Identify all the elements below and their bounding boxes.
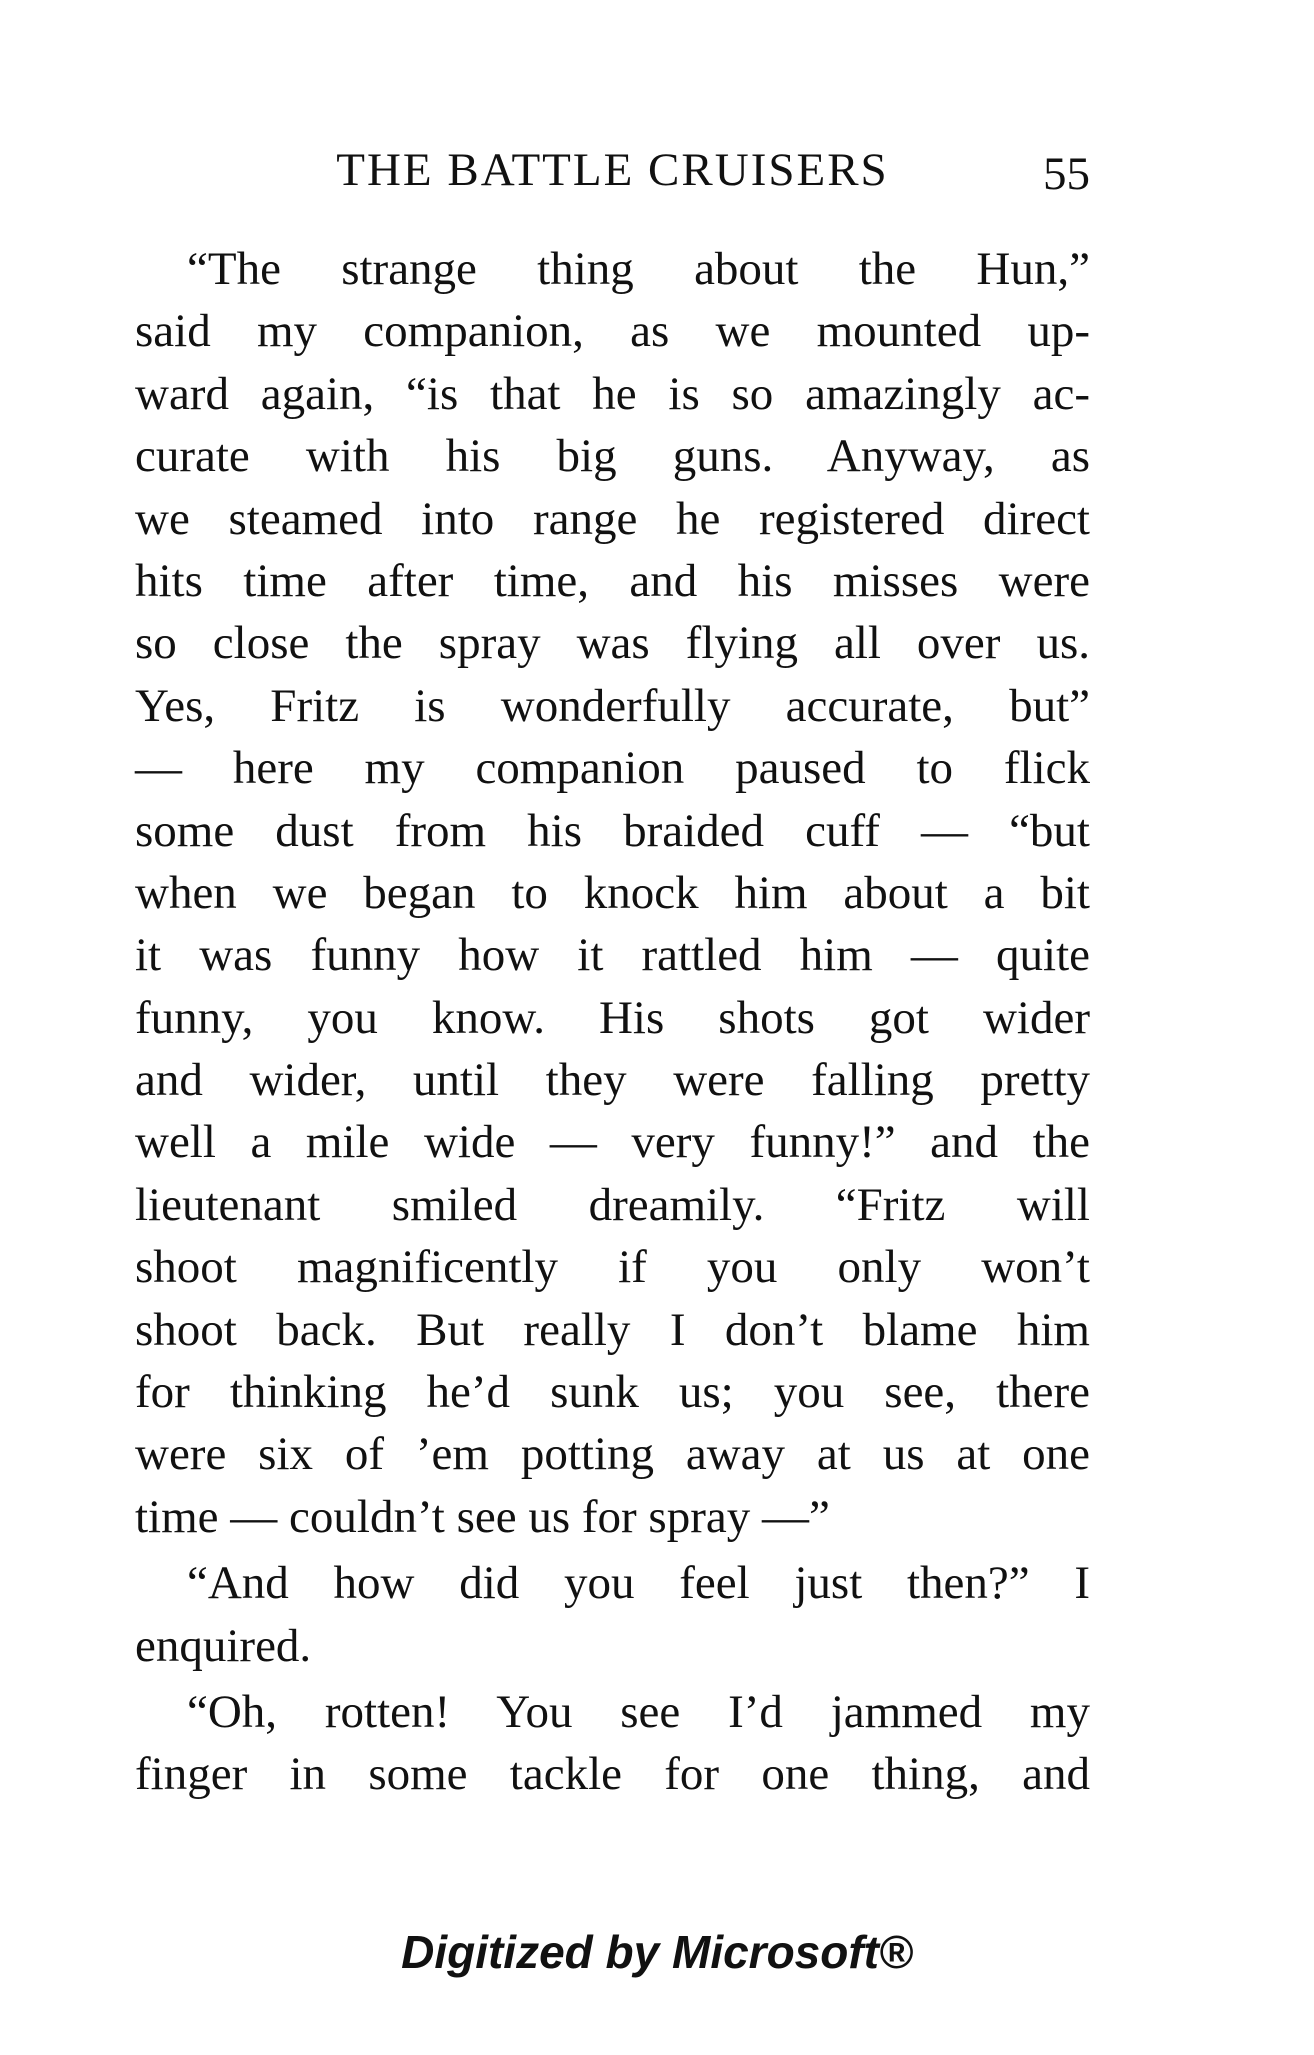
- text-line: we steamed into range he registered direct: [135, 492, 1090, 545]
- text-line: hits time after time, and his misses were: [135, 554, 1090, 607]
- page-number: 55: [1043, 148, 1090, 200]
- text-line: time — couldn’t see us for spray —”: [135, 1490, 830, 1543]
- text-line: for thinking he’d sunk us; you see, there: [135, 1366, 1090, 1419]
- text-line: when we began to knock him about a bit: [135, 866, 1090, 919]
- text-line: so close the spray was flying all over us.: [135, 617, 1090, 670]
- text-line: it was funny how it rattled him — quite: [135, 929, 1090, 982]
- text-line: were six of ’em potting away at us at one: [135, 1428, 1090, 1481]
- text-line: ward again, “is that he is so amazingly ac-: [135, 367, 1090, 420]
- digitized-watermark: Digitized by Microsoft®: [401, 1926, 913, 1978]
- text-line: well a mile wide — very funny!” and the: [135, 1116, 1090, 1169]
- text-line: finger in some tackle for one thing, and: [135, 1748, 1090, 1801]
- text-line: lieutenant smiled dreamily. “Fritz will: [135, 1178, 1090, 1231]
- running-title: THE BATTLE CRUISERS: [336, 144, 889, 196]
- text-line: and wider, until they were falling pretty: [135, 1054, 1090, 1107]
- text-line: shoot magnificently if you only won’t: [135, 1241, 1090, 1294]
- text-line: shoot back. But really I don’t blame him: [135, 1303, 1090, 1356]
- text-line: enquired.: [135, 1619, 312, 1672]
- text-line: said my companion, as we mounted up-: [135, 305, 1090, 358]
- text-line: some dust from his braided cuff — “but: [135, 804, 1090, 857]
- text-line: Yes, Fritz is wonderfully accurate, but”: [135, 679, 1090, 732]
- text-line: “And how did you feel just then?” I: [187, 1557, 1090, 1610]
- body-text: [135, 238, 1090, 1806]
- text-line: curate with his big guns. Anyway, as: [135, 430, 1090, 483]
- text-line: “The strange thing about the Hun,”: [187, 243, 1090, 295]
- text-line: “Oh, rotten! You see I’d jammed my: [187, 1685, 1090, 1738]
- running-head: [135, 140, 1090, 200]
- text-line: — here my companion paused to flick: [135, 742, 1090, 795]
- text-line: funny, you know. His shots got wider: [135, 991, 1090, 1044]
